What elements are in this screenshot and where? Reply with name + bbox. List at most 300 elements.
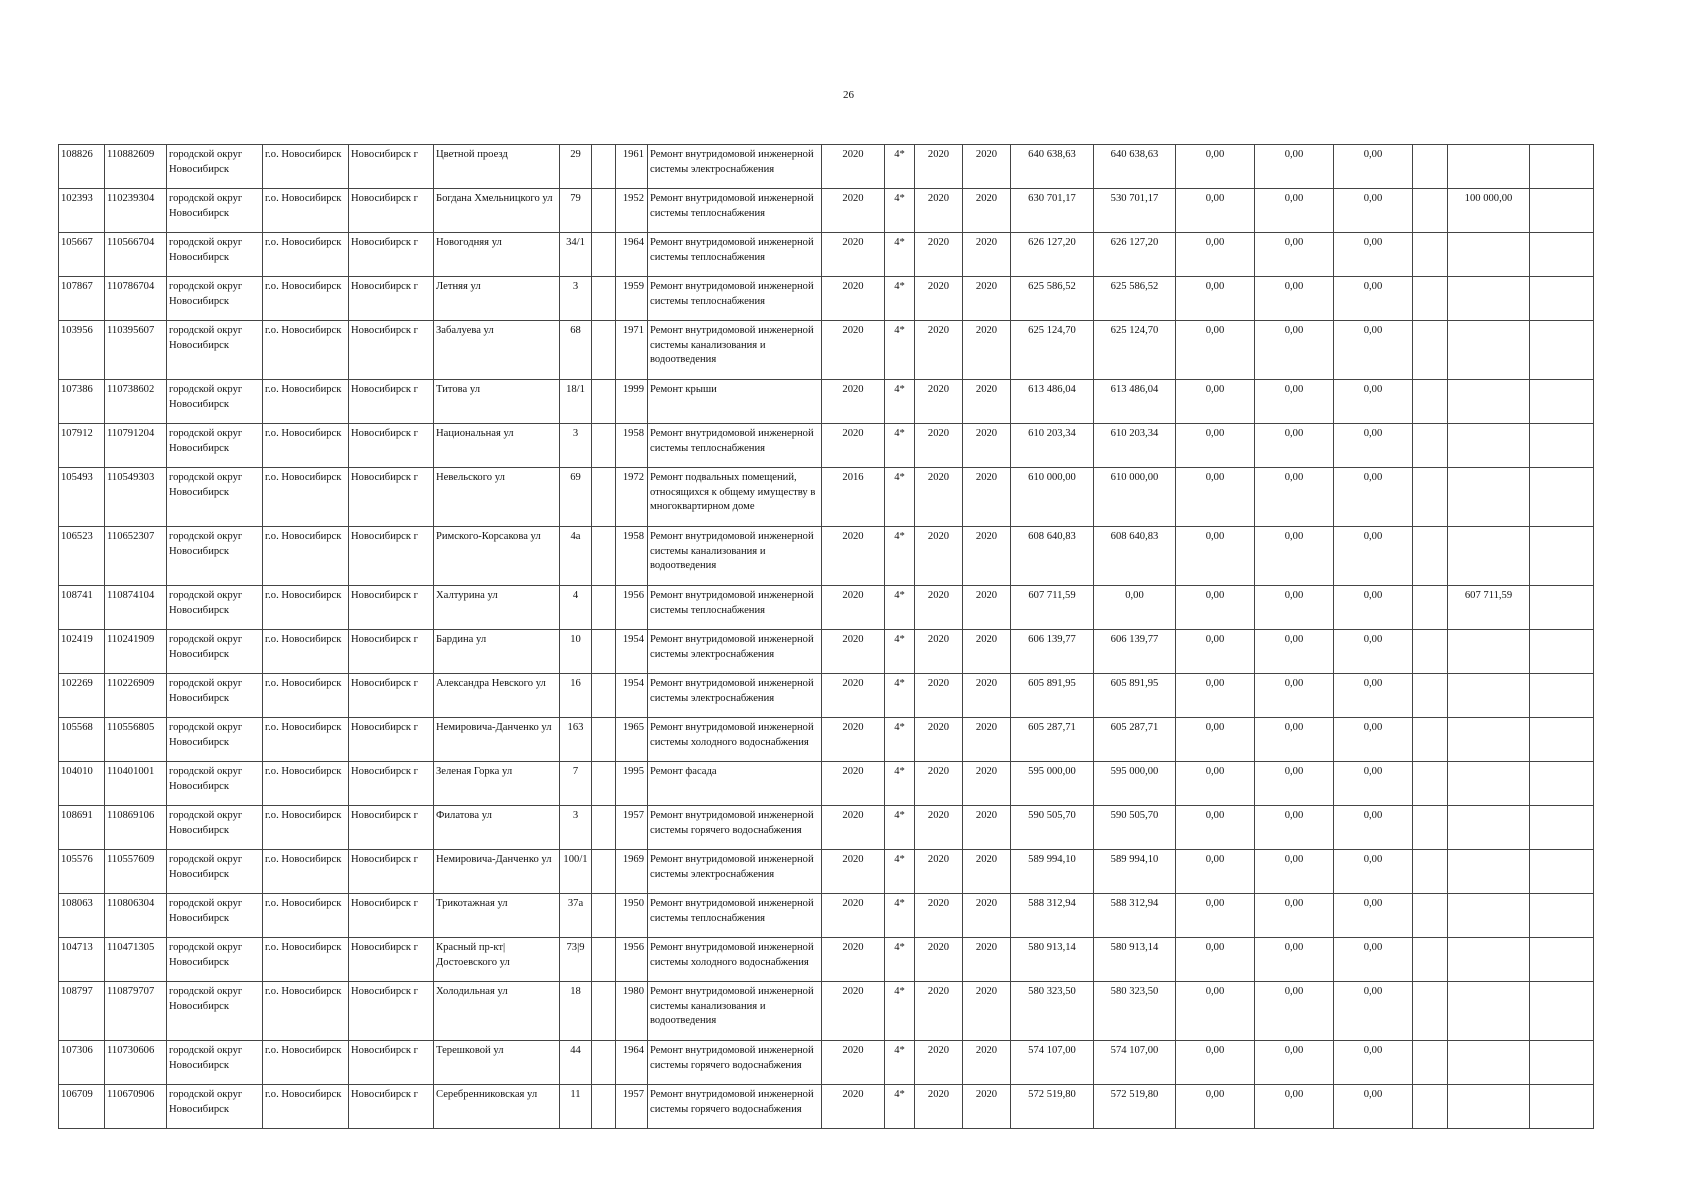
house-cell: 4 xyxy=(560,586,592,630)
end-year-cell: 2020 xyxy=(963,674,1011,718)
local-cell: 0,00 xyxy=(1334,982,1413,1041)
street-cell: Римского-Корсакова ул xyxy=(434,527,560,586)
code-cell: 110786704 xyxy=(105,277,167,321)
regional-cell: 0,00 xyxy=(1255,277,1334,321)
federal-cell: 0,00 xyxy=(1176,468,1255,527)
building-cell xyxy=(592,1041,616,1085)
id-cell: 108741 xyxy=(59,586,105,630)
year-cell: 1957 xyxy=(616,1085,648,1129)
year-cell: 1964 xyxy=(616,233,648,277)
settlement-cell: г.о. Новосибирск xyxy=(263,468,349,527)
end-year-cell: 2020 xyxy=(963,982,1011,1041)
plan-year-cell: 2020 xyxy=(822,277,885,321)
city-cell: Новосибирск г xyxy=(349,1041,434,1085)
plan-year-cell: 2020 xyxy=(822,586,885,630)
local-cell: 0,00 xyxy=(1334,380,1413,424)
city-cell: Новосибирск г xyxy=(349,982,434,1041)
stage-cell: 4* xyxy=(885,424,915,468)
code-cell: 110566704 xyxy=(105,233,167,277)
building-cell xyxy=(592,630,616,674)
federal-cell: 0,00 xyxy=(1176,894,1255,938)
id-cell: 102419 xyxy=(59,630,105,674)
building-cell xyxy=(592,468,616,527)
stage-cell: 4* xyxy=(885,233,915,277)
work-type-cell: Ремонт внутридомовой инженерной системы теплоснабжения xyxy=(648,189,822,233)
fund-cell: 572 519,80 xyxy=(1094,1085,1176,1129)
note-cell xyxy=(1530,145,1594,189)
regional-cell: 0,00 xyxy=(1255,762,1334,806)
work-type-cell: Ремонт внутридомовой инженерной системы электроснабжения xyxy=(648,630,822,674)
settlement-cell: г.о. Новосибирск xyxy=(263,718,349,762)
owners-cell xyxy=(1448,894,1530,938)
id-cell: 107306 xyxy=(59,1041,105,1085)
building-cell xyxy=(592,586,616,630)
note-cell xyxy=(1530,380,1594,424)
start-year-cell: 2020 xyxy=(915,1041,963,1085)
start-year-cell: 2020 xyxy=(915,380,963,424)
start-year-cell: 2020 xyxy=(915,527,963,586)
city-cell: Новосибирск г xyxy=(349,938,434,982)
municipality-cell: городской округ Новосибирск xyxy=(167,850,263,894)
total-cost-cell: 590 505,70 xyxy=(1011,806,1094,850)
start-year-cell: 2020 xyxy=(915,674,963,718)
fund-cell: 574 107,00 xyxy=(1094,1041,1176,1085)
street-cell: Халтурина ул xyxy=(434,586,560,630)
table-row xyxy=(59,982,1594,1041)
work-type-cell: Ремонт внутридомовой инженерной системы холодного водоснабжения xyxy=(648,938,822,982)
year-cell: 1965 xyxy=(616,718,648,762)
street-cell: Национальная ул xyxy=(434,424,560,468)
municipality-cell: городской округ Новосибирск xyxy=(167,586,263,630)
street-cell: Титова ул xyxy=(434,380,560,424)
street-cell: Невельского ул xyxy=(434,468,560,527)
regional-cell: 0,00 xyxy=(1255,630,1334,674)
work-type-cell: Ремонт внутридомовой инженерной системы горячего водоснабжения xyxy=(648,1041,822,1085)
table-row xyxy=(59,1085,1594,1129)
start-year-cell: 2020 xyxy=(915,806,963,850)
plan-year-cell: 2020 xyxy=(822,233,885,277)
plan-year-cell: 2020 xyxy=(822,424,885,468)
code-cell: 110557609 xyxy=(105,850,167,894)
note-cell xyxy=(1530,630,1594,674)
owners-cell xyxy=(1448,145,1530,189)
building-cell xyxy=(592,380,616,424)
federal-cell: 0,00 xyxy=(1176,630,1255,674)
plan-year-cell: 2020 xyxy=(822,145,885,189)
local-cell: 0,00 xyxy=(1334,189,1413,233)
extra-cell xyxy=(1413,806,1448,850)
regional-cell: 0,00 xyxy=(1255,718,1334,762)
note-cell xyxy=(1530,321,1594,380)
street-cell: Летняя ул xyxy=(434,277,560,321)
id-cell: 102393 xyxy=(59,189,105,233)
work-type-cell: Ремонт внутридомовой инженерной системы горячего водоснабжения xyxy=(648,1085,822,1129)
total-cost-cell: 572 519,80 xyxy=(1011,1085,1094,1129)
id-cell: 105493 xyxy=(59,468,105,527)
street-cell: Немировича-Данченко ул xyxy=(434,850,560,894)
settlement-cell: г.о. Новосибирск xyxy=(263,233,349,277)
fund-cell: 605 891,95 xyxy=(1094,674,1176,718)
house-cell: 10 xyxy=(560,630,592,674)
table-row xyxy=(59,380,1594,424)
year-cell: 1999 xyxy=(616,380,648,424)
owners-cell xyxy=(1448,1085,1530,1129)
total-cost-cell: 626 127,20 xyxy=(1011,233,1094,277)
settlement-cell: г.о. Новосибирск xyxy=(263,189,349,233)
table-row xyxy=(59,1041,1594,1085)
total-cost-cell: 610 203,34 xyxy=(1011,424,1094,468)
building-cell xyxy=(592,718,616,762)
municipality-cell: городской округ Новосибирск xyxy=(167,938,263,982)
table-row xyxy=(59,762,1594,806)
stage-cell: 4* xyxy=(885,145,915,189)
plan-year-cell: 2020 xyxy=(822,321,885,380)
end-year-cell: 2020 xyxy=(963,762,1011,806)
fund-cell: 608 640,83 xyxy=(1094,527,1176,586)
plan-year-cell: 2020 xyxy=(822,527,885,586)
local-cell: 0,00 xyxy=(1334,321,1413,380)
street-cell: Трикотажная ул xyxy=(434,894,560,938)
code-cell: 110869106 xyxy=(105,806,167,850)
settlement-cell: г.о. Новосибирск xyxy=(263,938,349,982)
work-type-cell: Ремонт внутридомовой инженерной системы теплоснабжения xyxy=(648,586,822,630)
extra-cell xyxy=(1413,277,1448,321)
city-cell: Новосибирск г xyxy=(349,850,434,894)
id-cell: 105667 xyxy=(59,233,105,277)
end-year-cell: 2020 xyxy=(963,850,1011,894)
code-cell: 110738602 xyxy=(105,380,167,424)
end-year-cell: 2020 xyxy=(963,233,1011,277)
extra-cell xyxy=(1413,527,1448,586)
settlement-cell: г.о. Новосибирск xyxy=(263,850,349,894)
local-cell: 0,00 xyxy=(1334,277,1413,321)
year-cell: 1995 xyxy=(616,762,648,806)
street-cell: Цветной проезд xyxy=(434,145,560,189)
owners-cell: 607 711,59 xyxy=(1448,586,1530,630)
owners-cell xyxy=(1448,806,1530,850)
table-row xyxy=(59,938,1594,982)
start-year-cell: 2020 xyxy=(915,277,963,321)
fund-cell: 610 203,34 xyxy=(1094,424,1176,468)
fund-cell: 626 127,20 xyxy=(1094,233,1176,277)
house-cell: 69 xyxy=(560,468,592,527)
building-cell xyxy=(592,762,616,806)
plan-year-cell: 2020 xyxy=(822,1085,885,1129)
year-cell: 1958 xyxy=(616,424,648,468)
owners-cell xyxy=(1448,718,1530,762)
extra-cell xyxy=(1413,321,1448,380)
year-cell: 1972 xyxy=(616,468,648,527)
note-cell xyxy=(1530,1085,1594,1129)
city-cell: Новосибирск г xyxy=(349,468,434,527)
federal-cell: 0,00 xyxy=(1176,233,1255,277)
house-cell: 73|9 xyxy=(560,938,592,982)
city-cell: Новосибирск г xyxy=(349,630,434,674)
local-cell: 0,00 xyxy=(1334,762,1413,806)
end-year-cell: 2020 xyxy=(963,1085,1011,1129)
municipality-cell: городской округ Новосибирск xyxy=(167,233,263,277)
extra-cell xyxy=(1413,424,1448,468)
city-cell: Новосибирск г xyxy=(349,674,434,718)
owners-cell xyxy=(1448,850,1530,894)
house-cell: 68 xyxy=(560,321,592,380)
building-cell xyxy=(592,806,616,850)
city-cell: Новосибирск г xyxy=(349,321,434,380)
settlement-cell: г.о. Новосибирск xyxy=(263,982,349,1041)
federal-cell: 0,00 xyxy=(1176,718,1255,762)
stage-cell: 4* xyxy=(885,189,915,233)
end-year-cell: 2020 xyxy=(963,586,1011,630)
building-cell xyxy=(592,894,616,938)
note-cell xyxy=(1530,718,1594,762)
start-year-cell: 2020 xyxy=(915,938,963,982)
house-cell: 34/1 xyxy=(560,233,592,277)
regional-cell: 0,00 xyxy=(1255,424,1334,468)
municipality-cell: городской округ Новосибирск xyxy=(167,806,263,850)
plan-year-cell: 2020 xyxy=(822,380,885,424)
code-cell: 110239304 xyxy=(105,189,167,233)
fund-cell: 625 586,52 xyxy=(1094,277,1176,321)
code-cell: 110395607 xyxy=(105,321,167,380)
stage-cell: 4* xyxy=(885,718,915,762)
end-year-cell: 2020 xyxy=(963,189,1011,233)
building-cell xyxy=(592,321,616,380)
note-cell xyxy=(1530,894,1594,938)
plan-year-cell: 2020 xyxy=(822,850,885,894)
code-cell: 110874104 xyxy=(105,586,167,630)
id-cell: 108691 xyxy=(59,806,105,850)
settlement-cell: г.о. Новосибирск xyxy=(263,1085,349,1129)
plan-year-cell: 2020 xyxy=(822,982,885,1041)
owners-cell xyxy=(1448,982,1530,1041)
end-year-cell: 2020 xyxy=(963,630,1011,674)
start-year-cell: 2020 xyxy=(915,762,963,806)
work-type-cell: Ремонт внутридомовой инженерной системы канализования и водоотведения xyxy=(648,527,822,586)
local-cell: 0,00 xyxy=(1334,718,1413,762)
owners-cell xyxy=(1448,277,1530,321)
note-cell xyxy=(1530,982,1594,1041)
building-cell xyxy=(592,674,616,718)
code-cell: 110226909 xyxy=(105,674,167,718)
building-cell xyxy=(592,1085,616,1129)
city-cell: Новосибирск г xyxy=(349,233,434,277)
id-cell: 105576 xyxy=(59,850,105,894)
code-cell: 110401001 xyxy=(105,762,167,806)
house-cell: 18 xyxy=(560,982,592,1041)
municipality-cell: городской округ Новосибирск xyxy=(167,762,263,806)
extra-cell xyxy=(1413,674,1448,718)
plan-year-cell: 2020 xyxy=(822,189,885,233)
settlement-cell: г.о. Новосибирск xyxy=(263,321,349,380)
federal-cell: 0,00 xyxy=(1176,1041,1255,1085)
extra-cell xyxy=(1413,189,1448,233)
federal-cell: 0,00 xyxy=(1176,982,1255,1041)
settlement-cell: г.о. Новосибирск xyxy=(263,424,349,468)
building-cell xyxy=(592,850,616,894)
fund-cell: 610 000,00 xyxy=(1094,468,1176,527)
total-cost-cell: 610 000,00 xyxy=(1011,468,1094,527)
work-type-cell: Ремонт внутридомовой инженерной системы теплоснабжения xyxy=(648,277,822,321)
regional-cell: 0,00 xyxy=(1255,586,1334,630)
house-cell: 163 xyxy=(560,718,592,762)
table-row xyxy=(59,233,1594,277)
id-cell: 103956 xyxy=(59,321,105,380)
owners-cell xyxy=(1448,762,1530,806)
fund-cell: 595 000,00 xyxy=(1094,762,1176,806)
start-year-cell: 2020 xyxy=(915,321,963,380)
extra-cell xyxy=(1413,762,1448,806)
city-cell: Новосибирск г xyxy=(349,424,434,468)
fund-cell: 588 312,94 xyxy=(1094,894,1176,938)
end-year-cell: 2020 xyxy=(963,321,1011,380)
stage-cell: 4* xyxy=(885,630,915,674)
work-type-cell: Ремонт внутридомовой инженерной системы холодного водоснабжения xyxy=(648,718,822,762)
federal-cell: 0,00 xyxy=(1176,674,1255,718)
owners-cell: 100 000,00 xyxy=(1448,189,1530,233)
stage-cell: 4* xyxy=(885,380,915,424)
table-row xyxy=(59,527,1594,586)
stage-cell: 4* xyxy=(885,674,915,718)
work-type-cell: Ремонт внутридомовой инженерной системы теплоснабжения xyxy=(648,424,822,468)
note-cell xyxy=(1530,424,1594,468)
work-type-cell: Ремонт внутридомовой инженерной системы электроснабжения xyxy=(648,850,822,894)
end-year-cell: 2020 xyxy=(963,468,1011,527)
stage-cell: 4* xyxy=(885,850,915,894)
plan-year-cell: 2020 xyxy=(822,674,885,718)
year-cell: 1957 xyxy=(616,806,648,850)
start-year-cell: 2020 xyxy=(915,189,963,233)
plan-year-cell: 2020 xyxy=(822,938,885,982)
code-cell: 110556805 xyxy=(105,718,167,762)
house-cell: 18/1 xyxy=(560,380,592,424)
stage-cell: 4* xyxy=(885,1041,915,1085)
municipality-cell: городской округ Новосибирск xyxy=(167,189,263,233)
year-cell: 1956 xyxy=(616,586,648,630)
year-cell: 1956 xyxy=(616,938,648,982)
id-cell: 107912 xyxy=(59,424,105,468)
federal-cell: 0,00 xyxy=(1176,189,1255,233)
settlement-cell: г.о. Новосибирск xyxy=(263,806,349,850)
year-cell: 1971 xyxy=(616,321,648,380)
extra-cell xyxy=(1413,233,1448,277)
table-row xyxy=(59,424,1594,468)
note-cell xyxy=(1530,527,1594,586)
federal-cell: 0,00 xyxy=(1176,321,1255,380)
stage-cell: 4* xyxy=(885,468,915,527)
local-cell: 0,00 xyxy=(1334,894,1413,938)
house-cell: 4а xyxy=(560,527,592,586)
end-year-cell: 2020 xyxy=(963,145,1011,189)
work-type-cell: Ремонт фасада xyxy=(648,762,822,806)
stage-cell: 4* xyxy=(885,894,915,938)
work-type-cell: Ремонт внутридомовой инженерной системы горячего водоснабжения xyxy=(648,806,822,850)
city-cell: Новосибирск г xyxy=(349,1085,434,1129)
end-year-cell: 2020 xyxy=(963,1041,1011,1085)
note-cell xyxy=(1530,850,1594,894)
regional-cell: 0,00 xyxy=(1255,321,1334,380)
federal-cell: 0,00 xyxy=(1176,527,1255,586)
start-year-cell: 2020 xyxy=(915,894,963,938)
stage-cell: 4* xyxy=(885,762,915,806)
house-cell: 3 xyxy=(560,806,592,850)
end-year-cell: 2020 xyxy=(963,806,1011,850)
regional-cell: 0,00 xyxy=(1255,468,1334,527)
note-cell xyxy=(1530,762,1594,806)
street-cell: Красный пр-кт|Достоевского ул xyxy=(434,938,560,982)
id-cell: 107386 xyxy=(59,380,105,424)
fund-cell: 605 287,71 xyxy=(1094,718,1176,762)
local-cell: 0,00 xyxy=(1334,1041,1413,1085)
building-cell xyxy=(592,982,616,1041)
city-cell: Новосибирск г xyxy=(349,762,434,806)
total-cost-cell: 606 139,77 xyxy=(1011,630,1094,674)
code-cell: 110549303 xyxy=(105,468,167,527)
id-cell: 106709 xyxy=(59,1085,105,1129)
municipality-cell: городской округ Новосибирск xyxy=(167,380,263,424)
note-cell xyxy=(1530,674,1594,718)
regional-cell: 0,00 xyxy=(1255,380,1334,424)
total-cost-cell: 580 913,14 xyxy=(1011,938,1094,982)
regional-cell: 0,00 xyxy=(1255,233,1334,277)
extra-cell xyxy=(1413,850,1448,894)
end-year-cell: 2020 xyxy=(963,380,1011,424)
table-row xyxy=(59,468,1594,527)
municipality-cell: городской округ Новосибирск xyxy=(167,674,263,718)
fund-cell: 606 139,77 xyxy=(1094,630,1176,674)
city-cell: Новосибирск г xyxy=(349,894,434,938)
code-cell: 110882609 xyxy=(105,145,167,189)
city-cell: Новосибирск г xyxy=(349,277,434,321)
local-cell: 0,00 xyxy=(1334,1085,1413,1129)
regional-cell: 0,00 xyxy=(1255,938,1334,982)
table-row xyxy=(59,718,1594,762)
table-row xyxy=(59,674,1594,718)
end-year-cell: 2020 xyxy=(963,938,1011,982)
code-cell: 110791204 xyxy=(105,424,167,468)
street-cell: Серебренниковская ул xyxy=(434,1085,560,1129)
start-year-cell: 2020 xyxy=(915,718,963,762)
note-cell xyxy=(1530,806,1594,850)
house-cell: 3 xyxy=(560,277,592,321)
work-type-cell: Ремонт крыши xyxy=(648,380,822,424)
total-cost-cell: 607 711,59 xyxy=(1011,586,1094,630)
start-year-cell: 2020 xyxy=(915,468,963,527)
regional-cell: 0,00 xyxy=(1255,189,1334,233)
total-cost-cell: 608 640,83 xyxy=(1011,527,1094,586)
extra-cell xyxy=(1413,145,1448,189)
settlement-cell: г.о. Новосибирск xyxy=(263,894,349,938)
start-year-cell: 2020 xyxy=(915,630,963,674)
owners-cell xyxy=(1448,630,1530,674)
municipality-cell: городской округ Новосибирск xyxy=(167,277,263,321)
plan-year-cell: 2020 xyxy=(822,1041,885,1085)
plan-year-cell: 2020 xyxy=(822,718,885,762)
id-cell: 106523 xyxy=(59,527,105,586)
note-cell xyxy=(1530,277,1594,321)
street-cell: Филатова ул xyxy=(434,806,560,850)
total-cost-cell: 589 994,10 xyxy=(1011,850,1094,894)
house-cell: 37а xyxy=(560,894,592,938)
work-type-cell: Ремонт внутридомовой инженерной системы теплоснабжения xyxy=(648,894,822,938)
owners-cell xyxy=(1448,938,1530,982)
end-year-cell: 2020 xyxy=(963,894,1011,938)
year-cell: 1952 xyxy=(616,189,648,233)
federal-cell: 0,00 xyxy=(1176,938,1255,982)
building-cell xyxy=(592,233,616,277)
total-cost-cell: 588 312,94 xyxy=(1011,894,1094,938)
municipality-cell: городской округ Новосибирск xyxy=(167,1041,263,1085)
building-cell xyxy=(592,277,616,321)
